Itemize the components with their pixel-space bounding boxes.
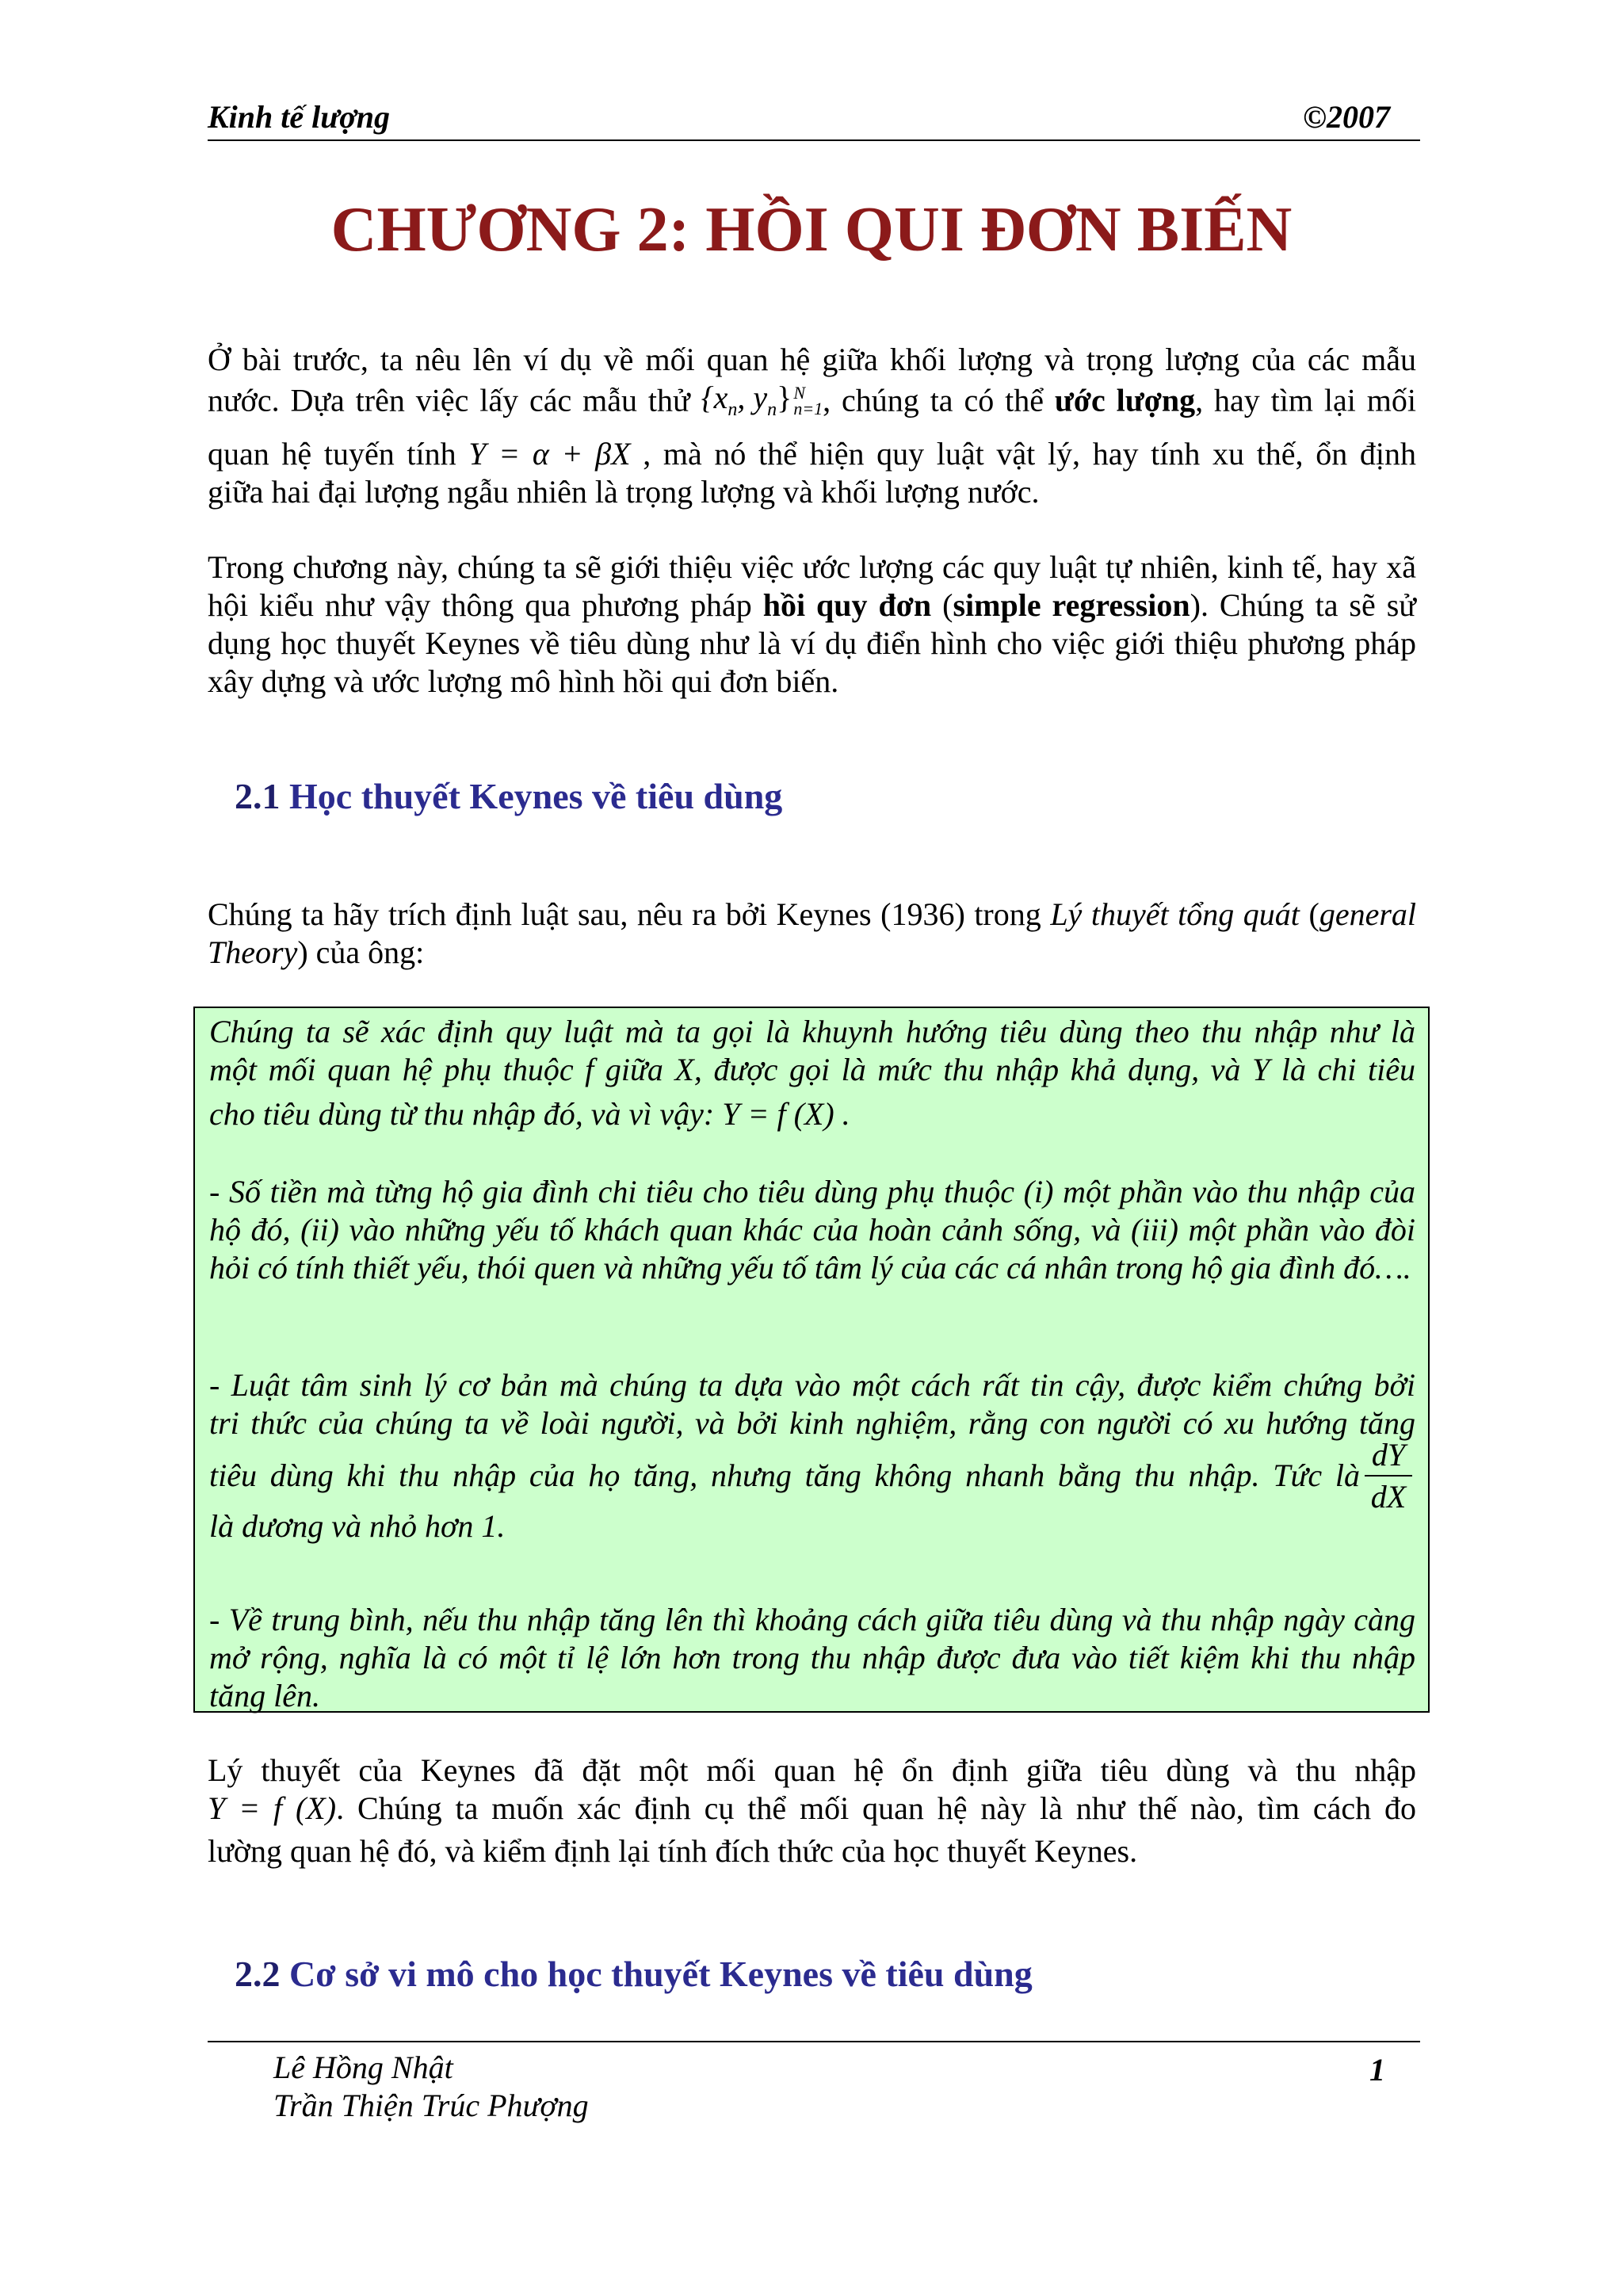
keynes-citation-paragraph: Chúng ta hãy trích định luật sau, nêu ra bởi Keynes (1936) trong Lý thuyết tổng quát (general Theory) của ông:: [208, 896, 1416, 970]
keynes-quote-box: [193, 1007, 1430, 1713]
footer-authors: Lê Hồng Nhật Trần Thiện Trúc Phượng: [273, 2050, 589, 2123]
header-title: Kinh tế lượng: [208, 99, 390, 135]
header-copyright: ©2007: [1303, 99, 1390, 135]
derivative-fraction: dY dX: [1365, 1436, 1412, 1515]
footer-rule: [208, 2041, 1420, 2042]
intro-line-3: quan hệ tuyến tính Y = α + βX , mà nó thể hiện quy luật vật lý, hay tính xu thế, ổn định: [208, 436, 1417, 472]
chapter-title: CHƯƠNG 2: HỒI QUI ĐƠN BIẾN: [330, 195, 1293, 265]
intro-paragraph: [208, 341, 1416, 511]
keynes-theory-paragraph: Lý thuyết của Keynes đã đặt một mối quan hệ ổn định giữa tiêu dùng và thu nhập Y = f (X). Chúng ta muốn xác định cụ thể mối quan hệ này là như thế nào, tìm cách đo lường quan hệ đó, và kiểm định lại tính đích thức của học thuyết Keynes.: [208, 1752, 1416, 1869]
linear-relation-math: Y = α + βX: [468, 436, 631, 472]
quote-paragraph-3: - Luật tâm sinh lý cơ bản mà chúng ta dựa vào một cách rất tin cậy, được kiểm chứng bởi tri thức của chúng ta về loài người, và bởi kinh nghiệm, rằng con người có xu hướng tăng tiêu dùng khi thu nhập của họ tăng, nhưng tăng không nhanh bằng thu nhập. Tức là là dương và nhỏ hơn 1.: [209, 1367, 1415, 1544]
quote-paragraph-2: - Số tiền mà từng hộ gia đình chi tiêu cho tiêu dùng phụ thuộc (i) một phần vào thu nhập của hộ đó, (ii) vào những yếu tố khách quan khác của hoàn cảnh sống, và (iii) một phần vào đòi hỏi có tính thiết yếu, thói quen và những yếu tố tâm lý của các cá nhân trong hộ gia đình đó….: [209, 1174, 1415, 1286]
page-number: 1: [1369, 2052, 1385, 2088]
sample-set-math: {$x_n$, $y_n\}N$ n=1: [701, 380, 823, 420]
chapter-intro-paragraph: Trong chương này, chúng ta sẽ giới thiệu việc ước lượng các quy luật tự nhiên, kinh tế, hay xã hội kiểu như vậy thông qua phương pháp hồi quy đơn (simple regression). Chúng ta sẽ sử dụng học thuyết Keynes về tiêu dùng như là ví dụ điển hình cho việc giới thiệu phương pháp xây dựng và ước lượng mô hình hồi qui đơn biến.: [208, 549, 1416, 699]
page-header: [208, 95, 1420, 141]
quote-paragraph-4: - Về trung bình, nếu thu nhập tăng lên thì khoảng cách giữa tiêu dùng và thu nhập ngày càng mở rộng, nghĩa là có một tỉ lệ lớn hơn trong thu nhập được đưa vào tiết kiệm khi thu nhập tăng lên.: [209, 1602, 1415, 1713]
quote-paragraph-1: Chúng ta sẽ xác định quy luật mà ta gọi là khuynh hướng tiêu dùng theo thu nhập như là một mối quan hệ phụ thuộc f giữa X, được gọi là mức thu nhập khả dụng, và Y là chi tiêu cho tiêu dùng từ thu nhập đó, và vì vậy: Y = f (X) .: [209, 1014, 1415, 1132]
section-heading-2-2: 2.2 Cơ sở vi mô cho học thuyết Keynes về tiêu dùng: [235, 1954, 1033, 1994]
section-heading-2-1: 2.1 Học thuyết Keynes về tiêu dùng: [235, 776, 783, 816]
intro-line-1: Ở bài trước, ta nêu lên ví dụ về mối quan hệ giữa khối lượng và trọng lượng của các mẫu: [208, 342, 1416, 377]
function-math: Y = f (X): [208, 1790, 337, 1826]
intro-line-2: nước. Dựa trên việc lấy các mẫu thử {$x_n$, $y_n\}N$ n=1, chúng ta có thể ước lượng, hay tìm lại mối: [208, 379, 1416, 429]
intro-line-4: giữa hai đại lượng ngẫu nhiên là trọng lượng và khối lượng nước.: [208, 474, 1040, 510]
